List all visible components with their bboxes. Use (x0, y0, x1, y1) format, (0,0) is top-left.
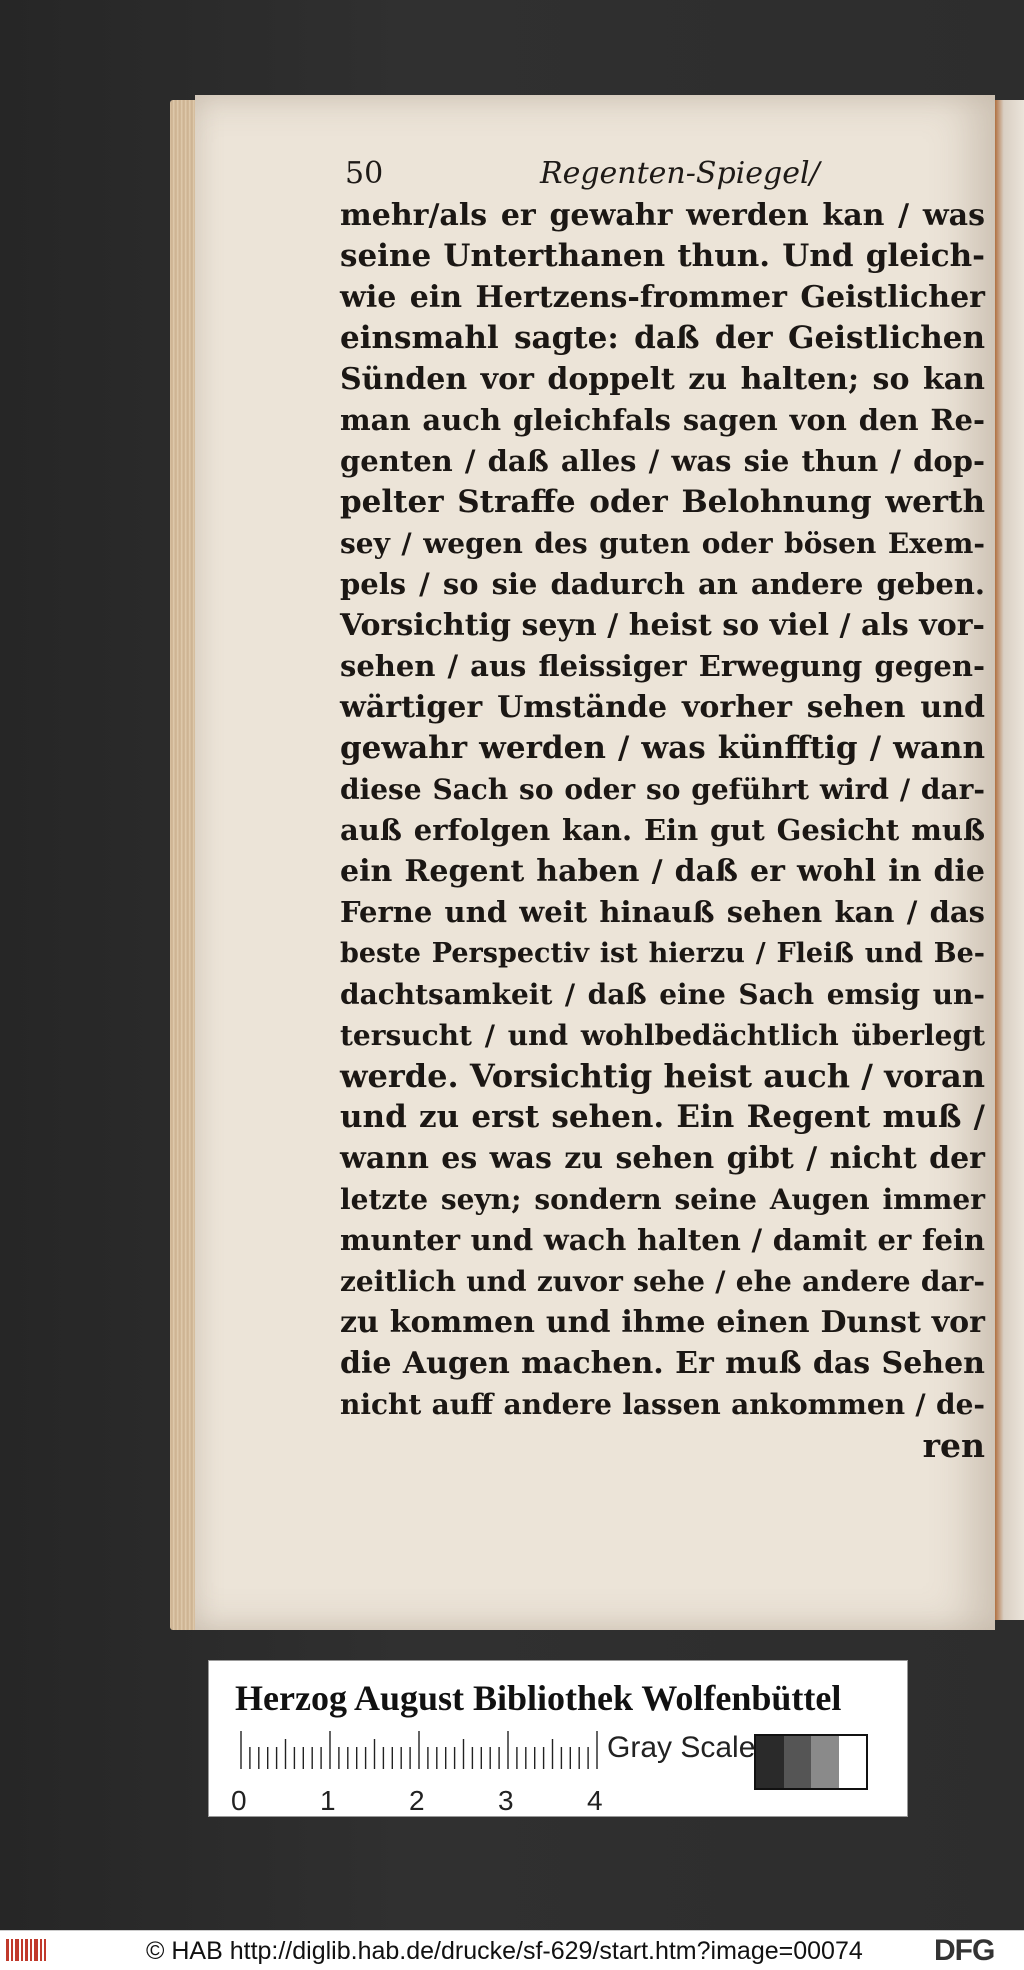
ruler-label: 4 (587, 1785, 603, 1816)
gray-swatch (756, 1736, 784, 1788)
text-line: zeitlich und zuvor sehe / ehe andere dar- (340, 1265, 985, 1298)
text-line: ein Regent haben / daß er wohl in die (340, 854, 985, 889)
text-line: beste Perspectiv ist hierzu / Fleiß und Be- (340, 938, 985, 969)
ruler-label: 0 (231, 1785, 247, 1816)
text-line: man auch gleichfals sagen von den Re- (340, 403, 985, 437)
color-calibration-card (208, 1660, 908, 1817)
page-number: 50 (345, 156, 384, 191)
text-line: pels / so sie dadurch an andere geben. (340, 567, 985, 601)
text-line: nicht auff andere lassen ankommen / de- (340, 1388, 985, 1421)
text-line: einsmahl sagte: daß der Geistlichen (340, 320, 985, 356)
footer-bar (0, 1930, 1024, 1970)
page-header (345, 150, 945, 198)
gray-swatch (811, 1736, 839, 1788)
text-line: dachtsamkeit / daß eine Sach emsig un- (340, 978, 985, 1011)
text-line: sey / wegen des guten oder bösen Exem- (340, 527, 985, 560)
text-line: gewahr werden / was künfftig / wann (340, 730, 985, 766)
ruler-label: 2 (409, 1785, 425, 1816)
text-line: auß erfolgen kan. Ein gut Gesicht muß (340, 813, 985, 847)
text-line: munter und wach halten / damit er fein (340, 1223, 985, 1257)
text-line: und zu erst sehen. Ein Regent muß / (340, 1099, 985, 1135)
footer-copyright-link[interactable]: © HAB http://diglib.hab.de/drucke/sf-629/start.htm?image=00074 (146, 1937, 863, 1965)
scale-ruler (239, 1731, 599, 1769)
gray-scale-swatches (754, 1734, 868, 1790)
text-line: wie ein Hertzens-frommer Geistlicher (340, 280, 985, 315)
gray-swatch (784, 1736, 812, 1788)
hab-barcode-logo-icon (6, 1939, 46, 1961)
ruler-label: 1 (320, 1785, 336, 1816)
text-line: pelter Straffe oder Belohnung werth (340, 484, 985, 520)
text-line: seine Unterthanen thun. Und gleich- (340, 238, 985, 274)
text-line: diese Sach so oder so geführt wird / dar- (340, 773, 985, 806)
text-line: Sünden vor doppelt zu halten; so kan (340, 362, 985, 397)
running-head: Regenten-Spiegel/ (540, 156, 820, 191)
gray-scale-label: Gray Scale (607, 1731, 756, 1764)
text-line: letzte seyn; sondern seine Augen immer (340, 1183, 985, 1216)
text-line: tersucht / und wohlbedächtlich überlegt (340, 1019, 985, 1052)
gray-swatch (839, 1736, 867, 1788)
text-line: die Augen machen. Er muß das Sehen (340, 1346, 985, 1381)
text-line: genten / daß alles / was sie thun / dop- (340, 444, 985, 478)
page-text-block (340, 195, 985, 1466)
text-line: mehr/als er gewahr werden kan / was (340, 198, 985, 233)
text-line: Vorsichtig seyn / heist so viel / als vor- (340, 608, 985, 643)
text-line: wann es was zu sehen gibt / nicht der (340, 1141, 985, 1176)
text-line: sehen / aus fleissiger Erwegung gegen- (340, 649, 985, 683)
text-line: Ferne und weit hinauß sehen kan / das (340, 895, 985, 929)
text-line: werde. Vorsichtig heist auch / voran (340, 1057, 985, 1095)
adjacent-page-strip (995, 100, 1024, 1620)
text-line: zu kommen und ihme einen Dunst vor (340, 1305, 985, 1340)
library-name: Herzog August Bibliothek Wolfenbüttel (235, 1678, 842, 1718)
text-line: wärtiger Umstände vorher sehen und (340, 690, 985, 725)
dfg-logo: DFG (934, 1934, 995, 1967)
ruler-label: 3 (498, 1785, 514, 1816)
catchword: ren (922, 1426, 985, 1465)
